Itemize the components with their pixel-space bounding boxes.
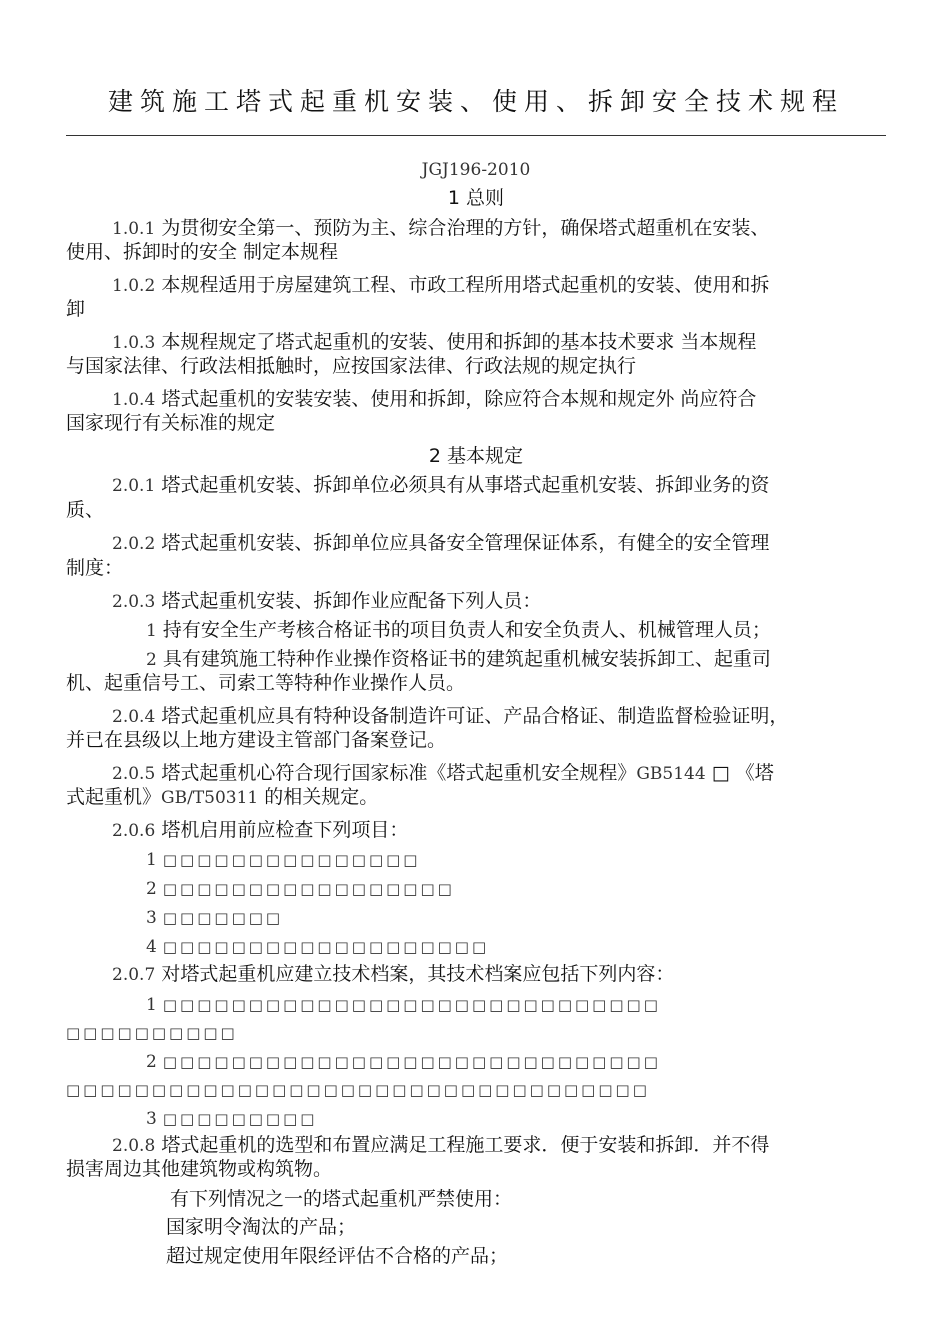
item-text: □□□□□□□□□□□□□□□□□□□□□□□□□□□□□ [162,1053,661,1071]
clause-2-0-5-cont [66,785,886,810]
clause-number: 2.0.8 [112,1136,156,1156]
clause-2-0-4-cont: 并已在县级以上地方建设主管部门备案登记。 [66,729,447,751]
clause-2-0-5: 2.0.5 塔式起重机心符合现行国家标准《塔式起重机安全规程》GB5144 □ 《塔 [112,762,774,784]
item-number: 2 [146,650,157,670]
clause-1-0-3-cont: 与国家法律、行政法相抵触时，应按国家法律、行政法规的规定执行 [66,355,637,377]
clause-number: 2.0.1 [112,476,156,496]
list-item [66,647,950,672]
item-text: 具有建筑施工特种作业操作资格证书的建筑起重机械安装拆卸工、起重司 [162,648,771,670]
clause-2-0-8-cont: 损害周边其他建筑物或构筑物。 [66,1158,333,1180]
clause-text: 塔式起重机的安装安装、使用和拆卸，除应符合本规和规定外 尚应符合 [161,388,757,410]
prohibition-intro: 有下列情况之一的塔式起重机严禁使用： [170,1188,513,1210]
item-number: 2 [146,1052,157,1072]
item-number: 1 [146,995,157,1015]
item-number: 1 [146,850,157,870]
list-item [66,847,950,872]
item-text: 持有安全生产考核合格证书的项目负责人和安全负责人、机械管理人员； [162,619,771,641]
title-divider [66,135,886,136]
item-number: 1 [146,621,157,641]
clause-2-0-4 [66,704,932,729]
item-number: 2 [146,879,157,899]
clause-text: 的相关规定。 [264,786,379,808]
list-item [66,992,950,1017]
prohibition-item: 超过规定使用年限经评估不合格的产品； [166,1245,509,1267]
clause-text: 塔机启用前应检查下列项目： [161,819,409,841]
section-heading-basic: 2 基本规定 [428,445,524,467]
clause-number: 2.0.6 [112,821,156,841]
clause-number: 2.0.2 [112,534,156,554]
clause-2-0-6 [66,818,932,843]
clause-2-0-8 [66,1133,932,1158]
document-title: 建筑施工塔式起重机安装、使用、拆卸安全技术规程 [107,87,844,116]
clause-text: 塔式起重机安装、拆卸作业应配备下列人员： [161,590,542,612]
list-item [66,618,950,643]
list-item [66,876,950,901]
list-item-cont: 机、起重信号工、司索工等特种作业操作人员。 [66,672,466,694]
clause-1-0-1-cont: 使用、拆卸时的安全 制定本规程 [66,241,339,263]
clause-text: 塔式起重机安装、拆卸单位应具备安全管理保证体系，有健全的安全管理 [161,532,770,554]
list-item [66,905,950,930]
item-number: 4 [146,937,157,957]
item-text: □□□□□□□□□□□□□□□□□ [162,880,455,898]
clause-number: 1.0.4 [112,390,156,410]
clause-number: 2.0.3 [112,592,156,612]
clause-1-0-1 [66,216,932,241]
clause-text: 塔式起重机应具有特种设备制造许可证、产品合格证、制造监督检验证明， [161,705,789,727]
clause-number: 2.0.5 [112,764,156,784]
clause-1-0-4 [66,387,932,412]
clause-text: 本规程适用于房屋建筑工程、市政工程所用塔式起重机的安装、使用和拆 [161,274,770,296]
standard-ref: GB/T50311 [161,788,259,808]
item-text: □□□□□□□□□□□□□□□□□□□ [162,938,490,956]
clause-number: 1.0.2 [112,276,156,296]
clause-2-0-2 [66,531,932,556]
clause-number: 2.0.7 [112,965,156,985]
item-number: 3 [146,908,157,928]
item-text: □□□□□□□□□□□□□□□□□□□□□□□□□□□□□ [162,996,661,1014]
item-text: □□□□□□□□□□□□□□□ [162,851,421,869]
item-text: □□□□□□□□□ [162,1110,318,1128]
clause-text: 塔式起重机心符合现行国家标准《塔式起重机安全规程》 [161,762,637,784]
list-item-cont [66,1077,886,1102]
list-item [66,1049,950,1074]
clause-text: 为贯彻安全第一、预防为主、综合治理的方针，确保塔式超重机在安装、 [161,217,770,239]
clause-2-0-7 [66,962,932,987]
clause-2-0-2-cont: 制度： [66,557,124,579]
clause-number: 1.0.3 [112,333,156,353]
list-item [66,934,950,959]
item-text: □□□□□□□□□□□□□□□□□□□□□□□□□□□□□□□□□□ [66,1081,650,1099]
item-number: 3 [146,1109,157,1129]
clause-1-0-2-cont: 卸 [66,298,86,320]
clause-text: 《塔 [735,762,774,784]
clause-2-0-3 [66,589,932,614]
list-item-cont [66,1020,886,1045]
item-text: □□□□□□□□□□ [66,1024,238,1042]
item-text: □□□□□□□ [162,909,284,927]
standard-ref: GB5144 [636,764,706,784]
clause-text: 对塔式起重机应建立技术档案，其技术档案应包括下列内容： [161,963,675,985]
list-item [66,1106,950,1131]
clause-1-0-4-cont: 国家现行有关标准的规定 [66,412,276,434]
clause-number: 1.0.1 [112,219,156,239]
clause-number: 2.0.4 [112,707,156,727]
standard-code: JGJ196-2010 [421,160,531,180]
section-heading-general: 1 总则 [447,187,505,209]
clause-text: 本规程规定了塔式起重机的安装、使用和拆卸的基本技术要求 当本规程 [161,331,757,353]
prohibition-item: 国家明令淘汰的产品； [166,1216,357,1238]
clause-2-0-1 [66,473,932,498]
clause-2-0-1-cont: 质、 [66,499,105,521]
clause-text: 塔式起重机的选型和布置应满足工程施工要求．便于安装和拆卸．并不得 [161,1134,770,1156]
clause-1-0-3 [66,330,932,355]
clause-text: 式起重机》 [66,786,162,808]
clause-1-0-2 [66,273,932,298]
clause-text: 塔式起重机安装、拆卸单位必须具有从事塔式起重机安装、拆卸业务的资 [161,474,770,496]
